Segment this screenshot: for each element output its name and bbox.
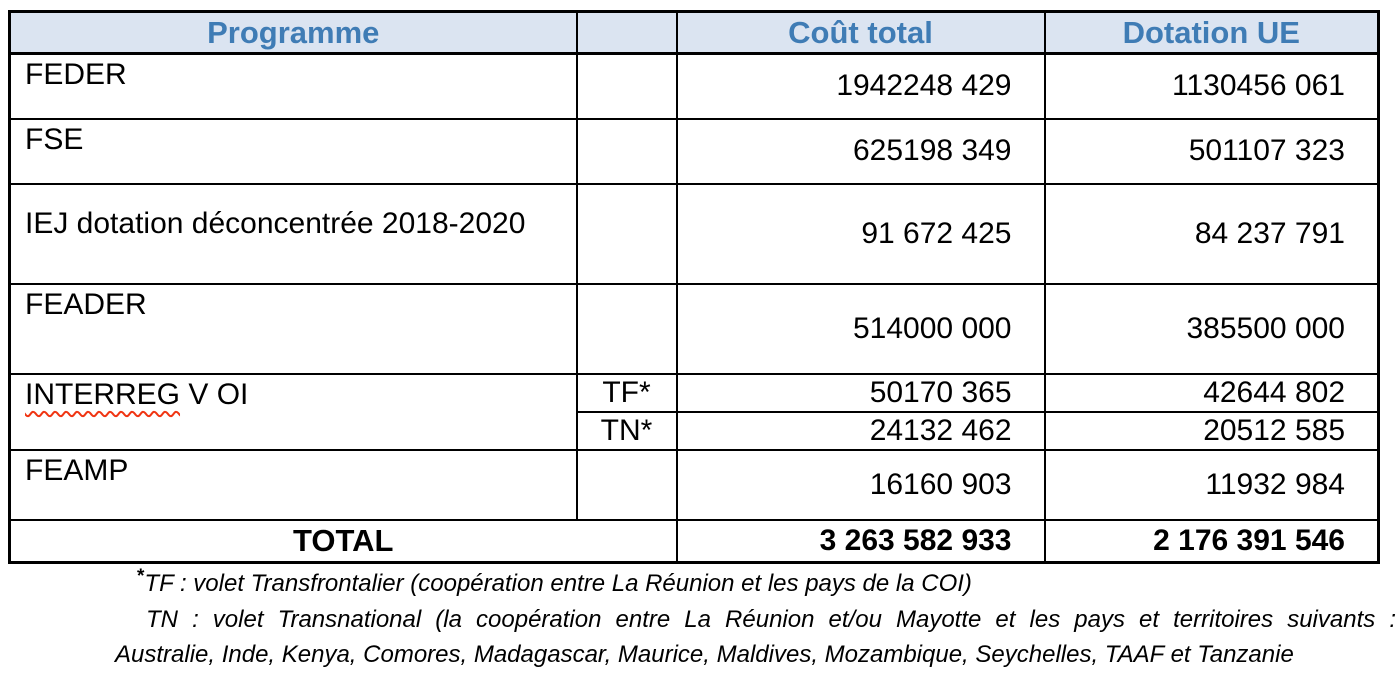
header-row <box>10 12 1379 54</box>
cout-total-cell: 91 672 425 <box>677 184 1045 284</box>
footnotes <box>0 560 1400 672</box>
cout-total-cell: 625198 349 <box>677 119 1045 184</box>
footnote-tf <box>137 560 1400 601</box>
programme-cell: FEAMP <box>10 450 577 520</box>
sub-cell <box>577 54 677 119</box>
programme-rest: V OI <box>180 377 249 411</box>
dotation-ue-cell: 501107 323 <box>1045 119 1379 184</box>
table-row-feamp <box>10 450 1379 520</box>
footnote-countries: Australie, Inde, Kenya, Comores, Madagascar, Maurice, Maldives, Mozambique, Seychelles, TAAF et Tanzanie <box>115 641 1294 668</box>
asterisk-marker: * <box>137 566 145 587</box>
footnote-tf-text: TF : volet Transfrontalier (coopération entre La Réunion et les pays de la COI) <box>144 570 972 597</box>
cout-total-cell: 50170 365 <box>677 374 1045 412</box>
sub-cell-tf: TF* <box>577 374 677 412</box>
sub-cell <box>577 184 677 284</box>
programme-cell-interreg <box>10 374 577 450</box>
table-row-fse <box>10 119 1379 184</box>
dotation-ue-cell: 11932 984 <box>1045 450 1379 520</box>
header-middle-empty <box>577 12 677 54</box>
sub-cell <box>577 119 677 184</box>
dotation-ue-cell: 42644 802 <box>1045 374 1379 412</box>
cout-total-cell: 514000 000 <box>677 284 1045 374</box>
dotation-ue-cell: 385500 000 <box>1045 284 1379 374</box>
dotation-ue-cell: 20512 585 <box>1045 412 1379 450</box>
table-row-iej <box>10 184 1379 284</box>
total-cout-cell: 3 263 582 933 <box>677 520 1045 563</box>
cout-total-cell: 1942248 429 <box>677 54 1045 119</box>
misspelled-word: INTERREG <box>25 377 181 411</box>
funding-table-container <box>8 10 1380 564</box>
header-cout-total: Coût total <box>677 12 1045 54</box>
sub-cell <box>577 284 677 374</box>
table-row-feader <box>10 284 1379 374</box>
footnote-tn: TN : volet Transnational (la coopération entre La Réunion et/ou Mayotte et les pays et territoires suivants : <box>146 606 1396 633</box>
sub-cell-tn: TN* <box>577 412 677 450</box>
dotation-ue-cell: 84 237 791 <box>1045 184 1379 284</box>
total-label-cell: TOTAL <box>10 520 677 563</box>
dotation-ue-cell: 1130456 061 <box>1045 54 1379 119</box>
table-row-feder <box>10 54 1379 119</box>
programme-cell: FEDER <box>10 54 577 119</box>
programme-cell: IEJ dotation déconcentrée 2018-2020 <box>10 184 577 284</box>
funding-table <box>8 10 1380 564</box>
sub-cell <box>577 450 677 520</box>
programme-cell: FEADER <box>10 284 577 374</box>
total-dotation-cell: 2 176 391 546 <box>1045 520 1379 563</box>
cout-total-cell: 24132 462 <box>677 412 1045 450</box>
table-row-total <box>10 520 1379 563</box>
header-programme: Programme <box>10 12 577 54</box>
header-dotation-ue: Dotation UE <box>1045 12 1379 54</box>
cout-total-cell: 16160 903 <box>677 450 1045 520</box>
programme-cell: FSE <box>10 119 577 184</box>
table-row-interreg-tf <box>10 374 1379 412</box>
